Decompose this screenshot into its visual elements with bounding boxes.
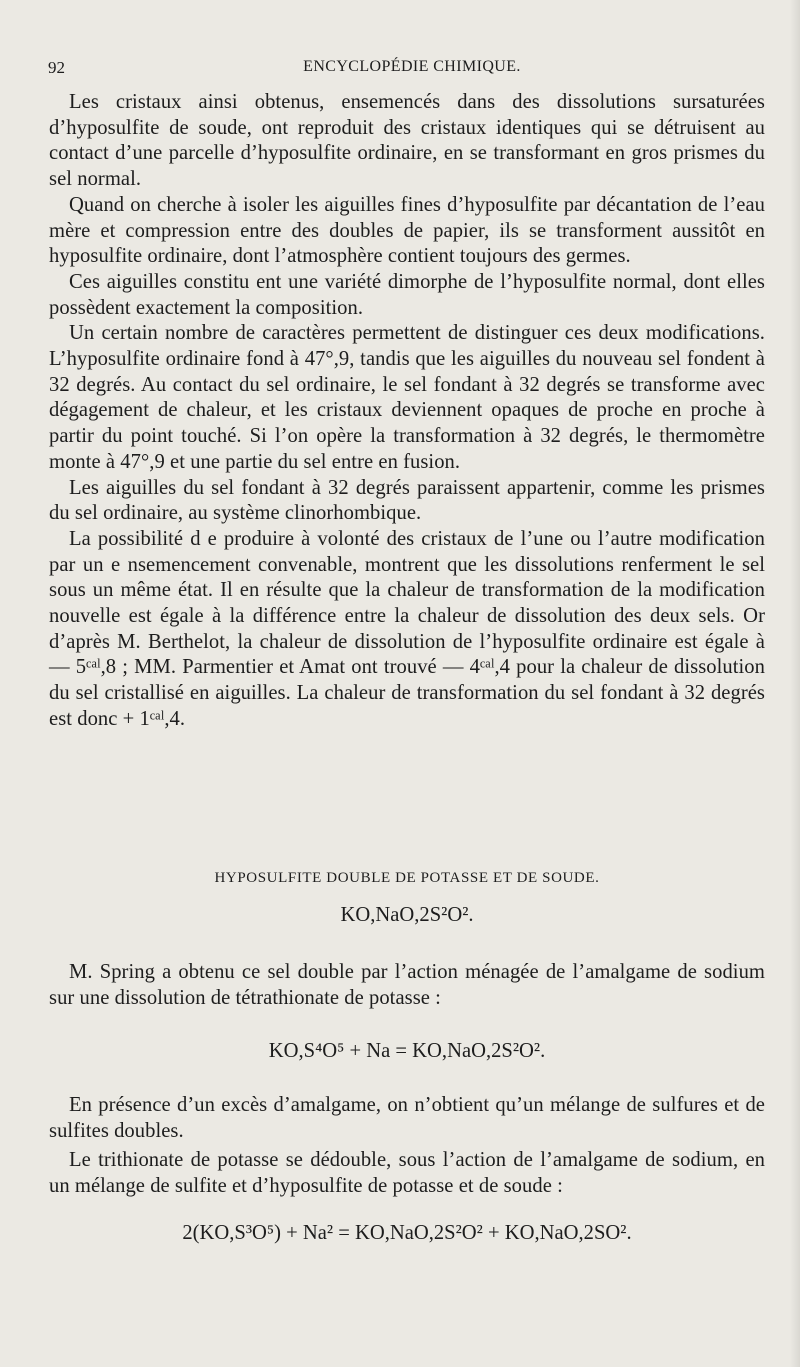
section-paragraph-3: Le trithionate de potasse se dédouble, sous l’action de l’amalgame de sodium, en un mélange de sulfite et d’hyposulfite de potasse et de soude : [49,1149,765,1198]
running-title: ENCYCLOPÉDIE CHIMIQUE. [303,58,521,75]
paragraph-5: Les aiguilles du sel fondant à 32 degrés paraissent appartenir, comme les prismes du sel ordinaire, au système clinorhombique. [49,476,765,525]
section-paragraph-2: En présence d’un excès d’amalgame, on n’obtient qu’un mélange de sulfures et de sulfites doubles. [49,1094,765,1142]
section-body-1 [49,960,765,1011]
page-edge-shadow [790,0,800,1367]
paragraph-6: La possibilité d e produire à volonté des cristaux de l’une ou l’autre modification par un e nsemencement convenable, montrent que les dissolutions renferment le sel sous un même état. Il en résulte que la chaleur de transformation de la modification nouvelle est égale à la différence entre la chaleur de dissolution des deux sels. Or d’après M. Berthelot, la chaleur de dissolution de l’hyposulfite ordinaire est égale à — 5ᶜᵃˡ,8 ; MM. Parmentier et Amat ont trouvé — 4ᶜᵃˡ,4 pour la chaleur de dissolution du sel cristallisé en aiguilles. La chaleur de transformation du sel fondant à 32 degrés est donc + 1ᶜᵃˡ,4. [49,527,765,730]
paragraph-3: Ces aiguilles constitu ent une variété dimorphe de l’hyposulfite normal, dont elles possèdent exactement la composition. [49,270,765,319]
section-heading: HYPOSULFITE DOUBLE DE POTASSE ET DE SOUDE. [214,870,600,886]
page-number: 92 [48,58,65,77]
equation-2: 2(KO,S³O⁵) + Na² = KO,NaO,2S²O² + KO,NaO,2SO². [182,1222,632,1244]
paragraph-2: Quand on cherche à isoler les aiguilles fines d’hyposulfite par décantation de l’eau mère et compression entre des doubles de papier, ils se transforment aussitôt en hyposulfite ordinaire, dont l’atmosphère contient toujours des germes. [49,193,765,268]
section-formula: KO,NaO,2S²O². [340,904,474,926]
running-head [48,58,776,82]
body-text [49,90,765,733]
paragraph-1: Les cristaux ainsi obtenus, ensemencés dans des dissolutions sursaturées d’hyposulfite de soude, ont reproduit des cristaux identiques qui se détruisent au contact d’une parcelle d’hyposulfite ordinaire, en se transformant en gros prismes du sel normal. [49,91,765,191]
paragraph-4: Un certain nombre de caractères permettent de distinguer ces deux modifications. L’hyposulfite ordinaire fond à 47°,9, tandis que les aiguilles du nouveau sel fondent à 32 degrés. Au contact du sel ordinaire, le sel fondant à 32 degrés se transforme avec dégagement de chaleur, et les cristaux deviennent opaques de proche en proche à partir du point touché. Si l’on opère la transformation à 32 degrés, le thermomètre monte à 47°,9 et une partie du sel entre en fusion. [49,322,765,473]
section-body-2 [49,1093,765,1200]
section-paragraph-1: M. Spring a obtenu ce sel double par l’action ménagée de l’amalgame de sodium sur une dissolution de tétrathionate de potasse : [49,961,765,1009]
equation-1: KO,S⁴O⁵ + Na = KO,NaO,2S²O². [268,1040,546,1062]
